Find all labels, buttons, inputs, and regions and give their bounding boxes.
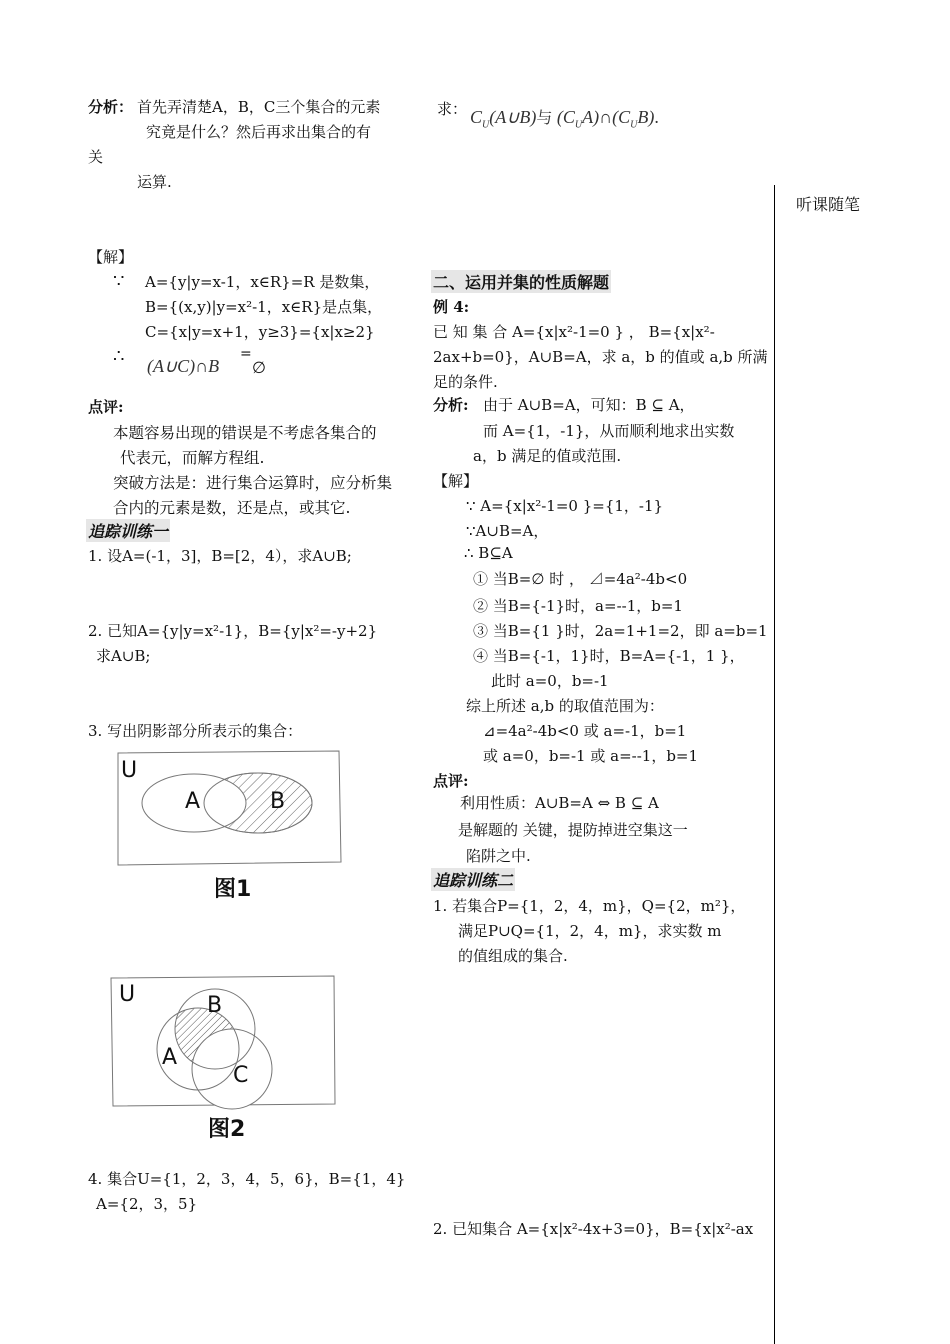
right-solution-step-2: ∵A∪B=A， xyxy=(466,522,549,540)
fig1-caption: 图1 xyxy=(214,877,252,902)
case-1: ① 当B=∅ 时 ， ⊿=4a²-4b<0 xyxy=(473,570,688,588)
solution-line-2: B={(x,y)|y=x²-1，x∈R}是点集， xyxy=(145,298,383,316)
example-4-line-3: 足的条件. xyxy=(433,373,498,391)
case-2: ② 当B={-1}时，a=--1，b=1 xyxy=(473,597,683,615)
comment-label: 点评: xyxy=(88,398,124,416)
track-2-question-1-line-3: 的值组成的集合. xyxy=(458,947,568,965)
right-solution-step-1: ∵ A={x|x²-1=0 }={1，-1} xyxy=(466,497,664,515)
example-4-line-2: 2ax+b=0}，A∪B=A，求 a，b 的值或 a,b 所满 xyxy=(433,348,768,366)
example-4-label: 例 4: xyxy=(433,298,470,316)
venn-diagram-1 xyxy=(110,748,345,868)
venn-diagram-2 xyxy=(108,974,340,1114)
right-solution-step-3: ∴ B⊆A xyxy=(464,544,513,562)
comment-line-3: 突破方法是：进行集合运算时，应分析集 xyxy=(113,474,393,492)
question-2-line-2: 求A∪B; xyxy=(96,647,151,665)
question-3: 3. 写出阴影部分所表示的集合： xyxy=(88,722,303,740)
ask-label: 求： xyxy=(437,100,468,118)
analysis-line-4: 运算. xyxy=(137,173,172,191)
fig2-c-label: C xyxy=(233,1063,249,1088)
solution-formula: (A∪C)∩B xyxy=(147,356,220,376)
comment-line-4: 合内的元素是数，还是点，或其它. xyxy=(113,499,351,517)
because-symbol: ∵ xyxy=(113,271,125,292)
fig1-b-label: B xyxy=(270,789,286,814)
summary-line-1: 综上所述 a,b 的取值范围为： xyxy=(466,697,664,715)
ask-formula: $C_U(A\cup B)$与 $(C_UA)\cap(C_UB)$. xyxy=(470,107,659,131)
analysis-label: 分析： xyxy=(88,98,134,116)
analysis-line-1: 首先弄清楚A，B，C三个集合的元素 xyxy=(137,98,381,116)
right-analysis-label: 分析: xyxy=(433,396,469,414)
comment-line-2: 代表元，而解方程组. xyxy=(120,449,265,467)
comment-line-1: 本题容易出现的错误是不考虑各集合的 xyxy=(113,424,377,442)
right-comment-line-2: 是解题的 关键，提防掉进空集这一 xyxy=(458,821,688,839)
fig2-a-label: A xyxy=(162,1045,178,1070)
solution-equals: = xyxy=(240,346,252,362)
right-analysis-line-2: 而 A={1，-1}，从而顺利地求出实数 xyxy=(483,422,735,440)
analysis-line-2: 究竟是什么？然后再求出集合的有 xyxy=(146,123,372,141)
section-2-heading: 二、运用并集的性质解题 xyxy=(431,270,611,293)
right-comment-label: 点评: xyxy=(433,772,469,790)
right-comment-line-1: 利用性质：A∪B=A ⇔ B ⊆ A xyxy=(460,794,659,812)
note-column-divider xyxy=(774,185,775,1344)
example-4-line-1: 已 知 集 合 A={x|x²-1=0 } ， B={x|x²- xyxy=(433,323,715,341)
track-2-title: 追踪训练二 xyxy=(431,868,515,891)
right-analysis-line-1: 由于 A∪B=A，可知：B ⊆ A， xyxy=(483,396,695,414)
note-column-label: 听课随笔 xyxy=(796,195,861,214)
case-4-result: 此时 a=0，b=-1 xyxy=(491,672,609,690)
question-2-line-1: 2. 已知A={y|y=x²-1}，B={y|x²=-y+2} xyxy=(88,622,378,640)
analysis-line-3: 关 xyxy=(88,148,104,166)
therefore-symbol: ∴ xyxy=(113,346,125,367)
question-4-line-2: A={2，3，5} xyxy=(96,1195,198,1213)
summary-line-2: ⊿=4a²-4b<0 或 a=-1，b=1 xyxy=(483,722,687,740)
case-4: ④ 当B={-1，1}时，B=A={-1，1 }， xyxy=(473,647,745,665)
track-2-question-2: 2. 已知集合 A={x|x²-4x+3=0}，B={x|x²-ax xyxy=(433,1220,754,1238)
fig2-u-label: U xyxy=(119,982,136,1007)
question-4-line-1: 4. 集合U={1，2，3，4，5，6}，B={1，4} xyxy=(88,1170,406,1188)
solution-label: 【解】 xyxy=(88,248,134,266)
fig1-a-label: A xyxy=(185,789,201,814)
track-2-question-1-line-2: 满足P∪Q={1，2，4，m}，求实数 m xyxy=(458,922,722,940)
fig2-caption: 图2 xyxy=(208,1117,246,1142)
fig1-u-label: U xyxy=(121,758,138,783)
track-1-title: 追踪训练一 xyxy=(86,519,170,542)
solution-line-1: A={y|y=x-1，x∈R}=R 是数集， xyxy=(145,273,380,291)
empty-set-symbol: ∅ xyxy=(252,358,266,377)
summary-line-3: 或 a=0，b=-1 或 a=--1，b=1 xyxy=(483,747,699,765)
solution-line-3: C={x|y=x+1，y≥3}={x|x≥2} xyxy=(145,323,375,341)
case-3: ③ 当B={1 }时，2a=1+1=2，即 a=b=1 xyxy=(473,622,768,640)
track-2-question-1-line-1: 1. 若集合P={1，2，4，m}，Q={2，m²}， xyxy=(433,897,746,915)
right-comment-line-3: 陷阱之中. xyxy=(466,847,531,865)
right-analysis-line-3: a，b 满足的值或范围. xyxy=(473,447,622,465)
fig2-b-label: B xyxy=(207,993,223,1018)
question-1: 1. 设A=(-1，3]，B=[2，4），求A∪B; xyxy=(88,547,352,565)
right-solution-label: 【解】 xyxy=(433,472,479,490)
